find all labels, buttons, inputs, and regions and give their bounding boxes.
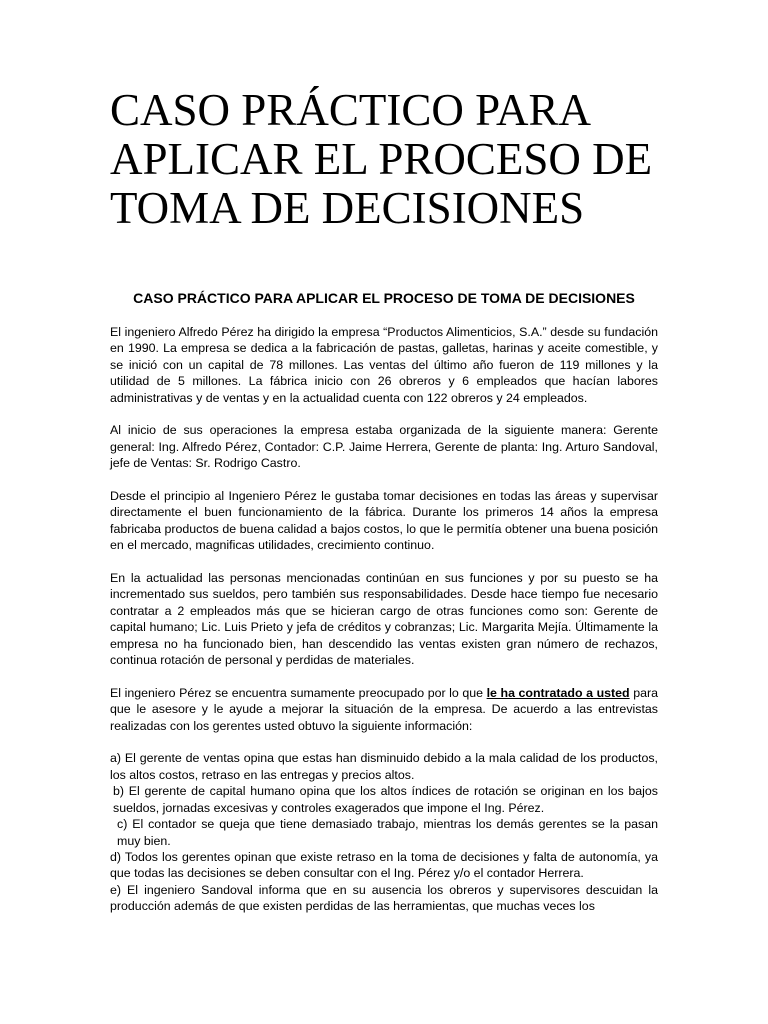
underlined-phrase: le ha contratado a usted	[486, 685, 630, 700]
paragraph-current-situation: En la actualidad las personas mencionadas continúan en sus funciones y por su puesto se ha incrementado sus sueldos, pero también sus responsabilidades. Desde hace tiempo fue necesario contratar a 2 empleados más que se hicieran cargo de otras funciones como son: Gerente de capital humano; Lic. Luis Prieto y jefa de créditos y cobranzas; Lic. Margarita Mejía. Últimamente la empresa no ha funcionado bien, han descendido las ventas existen gran número de rechazos, continua rotación de personal y perdidas de materiales.	[110, 571, 658, 668]
main-title: CASO PRÁCTICO PARA APLICAR EL PROCESO DE TOMA DE DECISIONES	[110, 85, 653, 233]
list-item-c: c) El contador se queja que tiene demasiado trabajo, mientras los demás gerentes se la pasan muy bien.	[117, 817, 658, 848]
list-item-a: a) El gerente de ventas opina que estas han disminuido debido a la mala calidad de los productos, los altos costos, retraso en las entregas y precios altos.	[110, 751, 658, 782]
sub-title: CASO PRÁCTICO PARA APLICAR EL PROCESO DE TOMA DE DECISIONES	[133, 290, 635, 306]
paragraph-text-before: El ingeniero Pérez se encuentra sumamente preocupado por lo que	[110, 685, 487, 700]
paragraph-text-after: para que le asesore y le ayude a mejorar la situación de la empresa. De acuerdo a las entrevistas realizadas con los gerentes usted obtuvo la siguiente información:	[110, 685, 658, 733]
paragraph-organization: Al inicio de sus operaciones la empresa estaba organizada de la siguiente manera: Gerente general: Ing. Alfredo Pérez, Contador: C.P. Jaime Herrera, Gerente de planta: Ing. Arturo Sandoval, jefe de Ventas: Sr. Rodrigo Castro.	[110, 423, 658, 471]
paragraph-consultant-request	[110, 685, 658, 734]
document-body	[110, 324, 658, 915]
list-item-e: e) El ingeniero Sandoval informa que en su ausencia los obreros y supervisores descuidan la producción además de que existen perdidas de las herramientas, que muchas veces los	[110, 882, 658, 914]
list-item-d: d) Todos los gerentes opinan que existe retraso en la toma de decisiones y falta de autonomía, ya que todas las decisiones se deben consultar con el Ing. Pérez y/o el contador Herrera.	[110, 849, 658, 881]
interview-findings-list	[110, 750, 658, 914]
list-item-b: b) El gerente de capital humano opina que los altos índices de rotación se originan en los bajos sueldos, jornadas excesivas y controles exagerados que impone el Ing. Pérez.	[113, 784, 658, 815]
paragraph-company-history: El ingeniero Alfredo Pérez ha dirigido la empresa “Productos Alimenticios, S.A.” desde su fundación en 1990. La empresa se dedica a la fabricación de pastas, galletas, harinas y aceite comestible, y se inició con un capital de 78 millones. Las ventas del último año fueron de 119 millones y la utilidad de 5 millones. La fábrica inicio con 26 obreros y 6 empleados que hacían labores administrativas y de ventas y en la actualidad cuenta con 122 obreros y 24 empleados.	[110, 325, 658, 405]
paragraph-decision-style: Desde el principio al Ingeniero Pérez le gustaba tomar decisiones en todas las áreas y supervisar directamente el buen funcionamiento de la fábrica. Durante los primeros 14 años la empresa fabricaba productos de buena calidad a bajos costos, lo que le permitía obtener una buena posición en el mercado, magnificas utilidades, crecimiento continuo.	[110, 489, 658, 553]
